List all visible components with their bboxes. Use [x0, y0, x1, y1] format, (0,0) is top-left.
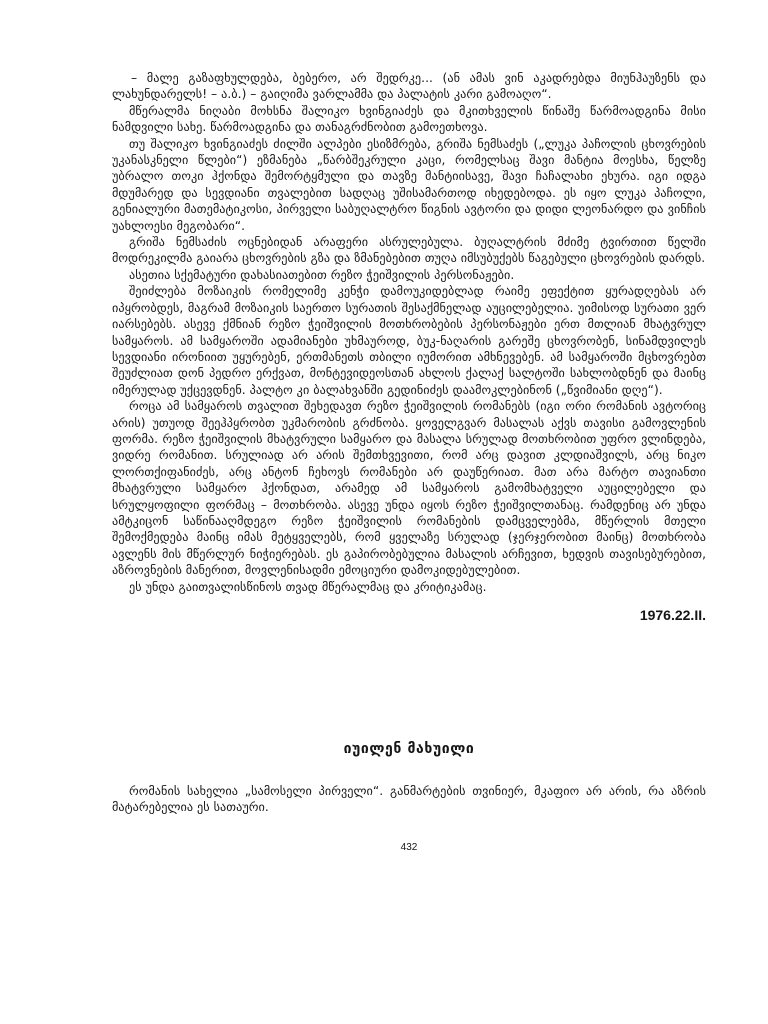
paragraph: თუ შალიკო ხვინგიაძეს ძილში ალპები ესიზმრება, გრიშა ნემსაძეს („ლუკა პაჩოლის ცხოვრების უკანასკნელი წლები“) ეზმანება „წარბშეკრული კაცი, რომელსაც შავი მანტია მოესხა, წელზე უბრალო თოკი ჰქონდა შემორტყმული და თავზე მანტიისავე, შავი ჩაჩალახი ეხურა. იგი იდგა მდუმარედ და სევდიანი თვალებით სადღაც უშისამართოდ იხედებოდა. ეს იყო ლუკა პაჩოლი, გენიალური მათემატიკოსი, პირველი საბუღალტრო წიგნის ავტორი და დიდი ლეონარდო და ვინჩის უახლოესი მეგობარი“.	[112, 136, 706, 233]
document-page	[112, 70, 706, 853]
paragraph: ასეთია სქემატური დახასიათებით რეზო ჭეიშვილის პერსონაჟები.	[129, 267, 515, 282]
article-date: 1976.22.II.	[639, 607, 706, 623]
paragraph: ეს უნდა გაითვალისწინოს თვად მწერალმაც და კრიტიკამაც.	[129, 579, 487, 594]
paragraph: გრიშა ნემსაძის ოცნებიდან არაფერი ასრულებულა. ბუღალტრის მძიმე ტვირთით წელში მოდრეკილმა გაიარა ცხოვრების გზა და ზმანებებით თუღა იმსუბუქებს წაგებული ცხოვრების დარდს.	[112, 235, 706, 266]
paragraph: – მალე გაზაფხულდება, ბებერო, არ შედრკე... (ან ამას ვინ აკადრებდა მიუნჰაუზენს და ლახუნდარელს! – ა.ბ.) – გაიღიმა ვარლამმა და პალატის კარი გამოაღო“.	[112, 71, 706, 102]
paragraph: შეიძლება მოზაიკის რომელიმე კენჭი დამოუკიდებლად რაიმე ეფექტით ყურადღებას არ იპყრობდეს, მაგრამ მოზაიკის საერთო სურათის შესაქმნელად აუცილებელია. უიმისოდ სურათი ვერ იარსებებს. ასევე ქმნიან რეზო ჭეიშვილის მოთხრობების პერსონაჟები ერთ მთლიან მხატვრულ სამყაროს. ამ სამყაროში ადამიანები უხმაუროდ, ბუკ-ნაღარის გარეშე ცხოვრობენ, სინამდვილეს სევდიანი ირონიით უყურებენ, ერთმანეთს თბილი იუმორით ამხნევებენ. ამ სამყაროში მცხოვრებთ შეუძლიათ დონ პედრო ერქვათ, მონტევიდეოსთან ახლოს ქალაქ სალტოში სახლობდნენ და მაინც იმერულად უქცევდნენ. პალტო კი ბალახვანში გედინიძეს დაამოკლებინონ („წვიმიანი დღე“).	[112, 284, 706, 397]
section-heading: იუილენ მახუილი	[343, 741, 475, 757]
paragraph: რომანის სახელია „სამოსელი პირველი“. განმარტების თვინიერ, მკაფიო არ არის, რა აზრის მატარებელია ეს სათაური.	[112, 784, 706, 815]
page-number: 432	[400, 841, 418, 853]
paragraph: როცა ამ სამყაროს თვალით შეხედავთ რეზო ჭეიშვილის რომანებს (იგი ორი რომანის ავტორიც არის) უთუოდ შეეჰპყრობთ უკმარობის გრძნობა. ყოველგვარ მასალას აქვს თავისი გამოვლენის ფორმა. რეზო ჭეიშვილის მხატვრული სამყარო და მასალა სრულად მოთხრობით უფრო ვლინდება, ვიდრე რომანით. სრულიად არ არის შემთხვევითი, რომ არც დავით კლდიაშვილს, არც ნიკო ლორთქიფანიძეს, არც ანტონ ჩეხოვს რომანები არ დაუწერიათ. მათ არა მარტო თავიანთი მხატვრული სამყარო ჰქონდათ, არამედ ამ სამყაროს გამომხატველი აუცილებელი და სრულყოფილი ფორმაც – მოთხრობა. ასევე უნდა იყოს რეზო ჭეიშვილთანაც. რამდენიც არ უნდა ამტკიცონ საწინააღმდეგო რეზო ჭეიშვილის რომანების დამცველებმა, მწერლის მთელი შემოქმედება მაინც იმას მეტყველებს, რომ ყველაზე სრულად (ჯერჯერობით მაინც) მოთხრობა ავლენს მის მწერლურ ნიჭიერებას. ეს გაპირობებულია მასალის არჩევით, ხედვის თავისებურებით, აზროვნების მანერით, მოვლენისადმი ემოციური დამოკიდებულებით.	[112, 399, 706, 578]
paragraph: მწერალმა ნიღაბი მოხსნა შალიკო ხვინგიაძეს და მკითხველის წინაშე წარმოადგინა მისი ნამდვილი სახე. წარმოადგინა და თანაგრძნობით გამოეთხოვა.	[112, 103, 706, 135]
